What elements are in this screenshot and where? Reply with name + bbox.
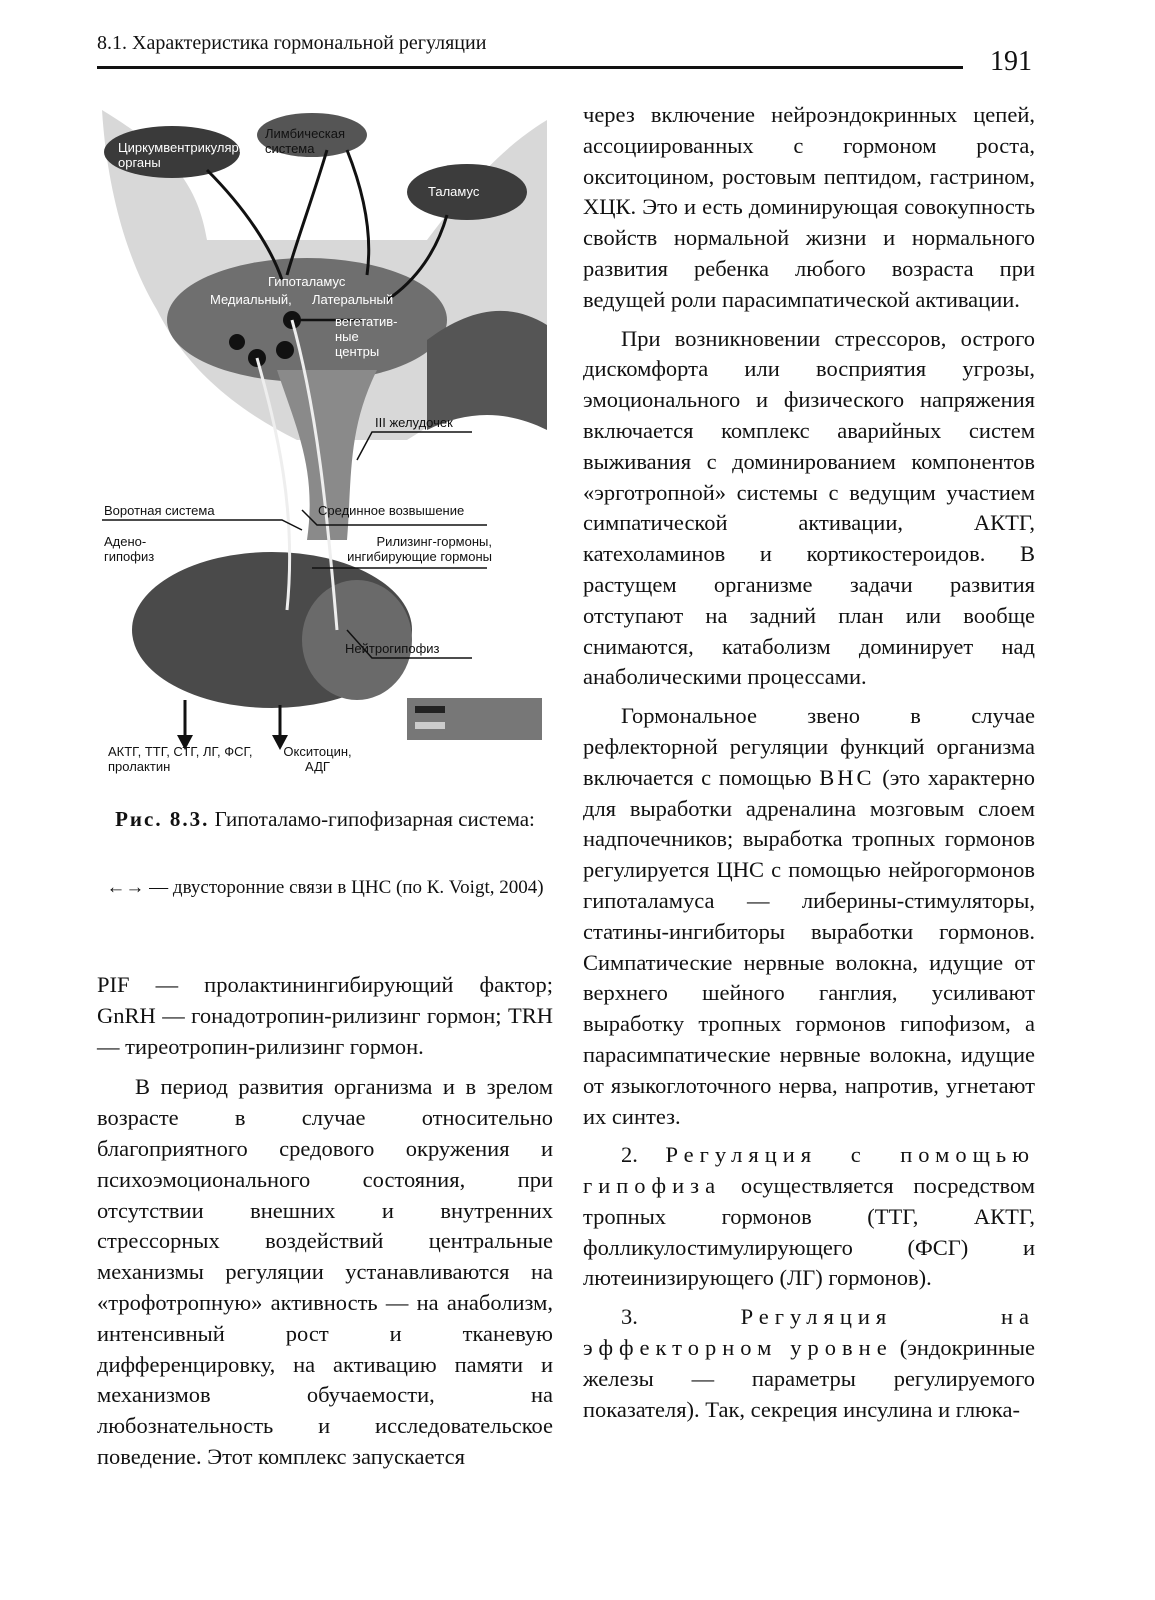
label-portal-system: Воротная система bbox=[104, 503, 215, 518]
paragraph-hormonal-link-b: (это характерно для выработки адреналина мозговым слоем надпочечников; выработка тропных гормонов регулируется ЦНС с помощью нейрогормонов гипоталамуса — либерины-стимуляторы, статины-ингибиторы выработки гормонов. Симпатические нервные волокна, идущие от верхнего шейного ганглия, усиливают выработку тропных гормонов гипофизом, а парасимпатические нервные волокна, идущие от языкоглоточного нерва, напротив, угнетают их синтез. bbox=[583, 764, 1036, 1129]
legend-box bbox=[407, 698, 542, 740]
figure-caption-note: ←→ — двусторонние связи в ЦНС (по К. Voigt, 2004) bbox=[106, 877, 544, 898]
label-circumventricular-organs: Циркумвентрикулярные органы bbox=[118, 140, 263, 170]
label-neurohypophysis-outputs: Окситоцин, АДГ bbox=[283, 744, 352, 774]
neuron-body bbox=[229, 334, 245, 350]
label-lateral: Латеральный bbox=[312, 292, 394, 307]
third-ventricle-region bbox=[427, 311, 547, 430]
vns-term: ВНС bbox=[819, 764, 875, 790]
label-medial: Медиальный, bbox=[210, 292, 292, 307]
label-limbic-system: Лимбическая система bbox=[265, 126, 346, 156]
running-header: 8.1. Характеристика гормональной регуляции bbox=[97, 32, 487, 54]
label-hypothalamus: Гипоталамус bbox=[268, 274, 346, 289]
page-number: 191 bbox=[990, 46, 1032, 77]
paragraph-hormonal-link-a: Гормональное звено в случае рефлекторной регуляции функций организма включается с помощью bbox=[583, 703, 1035, 790]
legend-swatch bbox=[415, 722, 445, 729]
paragraph-neuroendocrine: через включение нейроэндокринных цепей, ассоциированных с гормоном роста, окситоцином, ростовым пептидом, гастрином, ХЦК. Это и есть доминирующая совокупность свойств нормальной жизни и нормального развития ребенка любого возраста при ведущей роли парасимпатической активации. bbox=[583, 102, 1035, 312]
legend-swatch bbox=[415, 706, 445, 713]
figure-caption-label: Рис. 8.3. bbox=[115, 807, 210, 831]
figure-caption bbox=[97, 806, 553, 832]
figure-caption-title: Гипоталамо-гипофизарная система: bbox=[214, 807, 535, 831]
label-adenohypophysis-outputs: АКТГ, ТТГ, СТГ, ЛГ, ФСГ, пролактин bbox=[108, 744, 253, 774]
effector-regulation-heading: Регуляция на эффекторном уровне bbox=[583, 1304, 1036, 1361]
header-rule bbox=[97, 66, 963, 69]
paragraph-hormonal-link bbox=[583, 701, 1035, 1132]
paragraph-pituitary-regulation bbox=[583, 1140, 1035, 1294]
neuron-body bbox=[276, 341, 294, 359]
right-column bbox=[583, 100, 1035, 1425]
paragraph-stressors: При возникновении стрессоров, острого дискомфорта или восприятия угрозы, эмоционального и физического напряжения включается комплекс аварийных систем выживания с доминированием компонентов «эрготропной» системы с ведущим участием симпатической активации, АКТГ, катехоламинов и кортикостероидов. В растущем организме задачи развития отступают на задний план или вообще снимаются, катаболизм доминирует над анаболическими процессами. bbox=[583, 325, 1035, 690]
hypothalamic-pituitary-figure bbox=[97, 110, 547, 790]
item-number-3: 3. bbox=[621, 1304, 638, 1330]
effector-regulation-text: (эндокринные железы — параметры регулируемого показателя). Так, секреция инсулина и глюка- bbox=[583, 1335, 1035, 1422]
label-releasing-hormones: Рилизинг-гормоны, ингибирующие гормоны bbox=[347, 534, 492, 564]
label-leader-line bbox=[102, 520, 302, 530]
label-adenohypophysis: Адено-гипофиз bbox=[104, 534, 155, 564]
pituitary-regulation-heading: Регуляция с помощью гипофиза bbox=[583, 1142, 1035, 1199]
paragraph-development: В период развития организма и в зрелом возрасте в случае относительно благоприятного средового окружения и психоэмоционального состояния, при отсутствии внешних и внутренних стрессорных воздействий центральные механизмы регуляции устанавливаются на «трофотропную» активность — на анаболизм, интенсивный рост и тканевую дифференцировку, на активацию памяти и механизмов обучаемости, на любознательность и исследовательское поведение. Этот комплекс запускается bbox=[97, 1074, 553, 1469]
neurohypophysis-blob bbox=[302, 580, 412, 700]
pituitary-regulation-text: осуществляется посредством тропных гормонов (ТТГ, АКТГ, фолликулостимулирующего (ФСГ) и лютеинизирующего (ЛГ) гормонов). bbox=[583, 1173, 1035, 1291]
label-vegetative-centers: вегетатив-ные центры bbox=[335, 314, 398, 359]
label-thalamus: Таламус bbox=[428, 184, 480, 199]
left-column bbox=[97, 970, 553, 1473]
label-median-eminence: Срединное возвышение bbox=[318, 503, 465, 518]
item-number-2: 2. bbox=[621, 1142, 638, 1168]
paragraph-abbreviations: PIF — пролактинингибирующий фактор; GnRH — гонадотропин-рилизинг гормон; TRH — тиреотропин-рилизинг гормон. bbox=[97, 972, 553, 1059]
label-neurohypophysis: Нейтрогипофиз bbox=[345, 641, 440, 656]
label-third-ventricle: III желудочек bbox=[375, 415, 453, 430]
paragraph-effector-regulation bbox=[583, 1302, 1035, 1425]
